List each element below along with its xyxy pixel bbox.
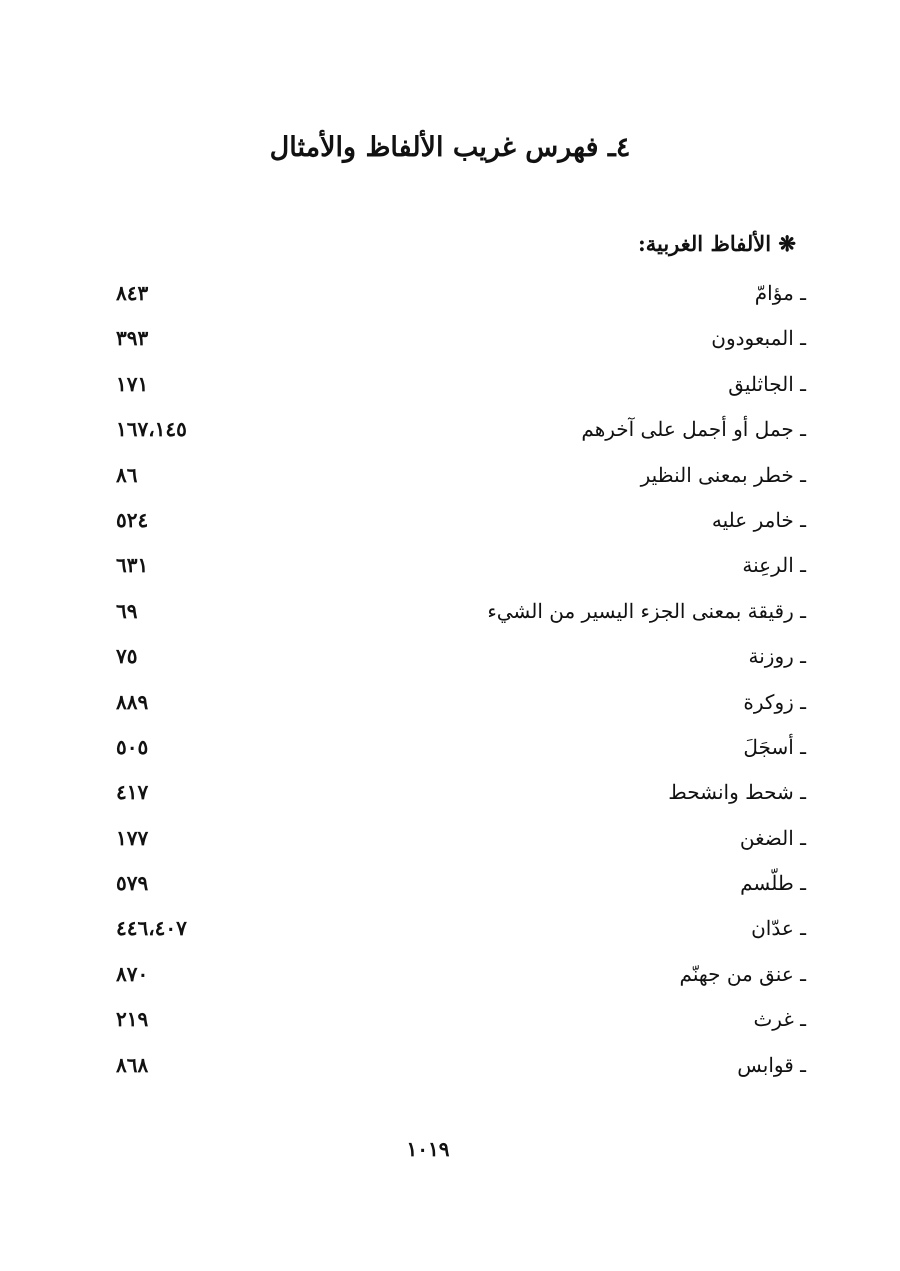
- index-entry: [116, 905, 806, 950]
- index-entry: [116, 315, 806, 360]
- index-entry-page-refs: ٥٠٥: [116, 734, 149, 759]
- index-entry-term: ـ غرث: [753, 1007, 806, 1032]
- index-entry: [116, 361, 806, 406]
- index-entry: [116, 588, 806, 633]
- index-entry-page-refs: ٣٩٣: [116, 326, 149, 351]
- index-entry-list: [116, 270, 806, 1087]
- index-entry: [116, 542, 806, 587]
- section-heading: ❋ الألفاظ الغربية:: [637, 231, 796, 256]
- index-entry-term: ـ شحط وانشحط: [668, 780, 806, 805]
- index-entry-term: ـ المبعودون: [711, 326, 806, 351]
- index-entry: [116, 497, 806, 542]
- index-entry-page-refs: ٨٧٠: [116, 961, 149, 986]
- index-entry-page-refs: ٤١٧: [116, 780, 149, 805]
- index-entry-page-refs: ٨٤٣: [116, 281, 149, 305]
- index-entry-page-refs: ٨٨٩: [116, 689, 149, 714]
- index-entry-page-refs: ٥٢٤: [116, 507, 149, 532]
- index-entry-term: ـ زوكرة: [743, 689, 806, 714]
- index-entry-term: ـ مؤامّ: [754, 281, 806, 305]
- page-title: ٤ـ فهرس غريب الألفاظ والأمثال: [269, 132, 631, 163]
- index-entry: [116, 951, 806, 996]
- index-entry-page-refs: ٨٦٨: [116, 1052, 149, 1077]
- index-entry: [116, 996, 806, 1041]
- index-entry-term: ـ عدّان: [751, 916, 806, 941]
- index-entry-page-refs: ١٧٧: [116, 825, 149, 850]
- index-entry-term: ـ قوابس: [737, 1052, 806, 1077]
- index-entry-page-refs: ٨٦: [116, 462, 138, 487]
- index-entry-page-refs: ٤٤٦،٤٠٧: [116, 916, 187, 941]
- index-entry-page-refs: ١٦٧،١٤٥: [116, 417, 187, 442]
- index-entry-page-refs: ٥٧٩: [116, 871, 149, 896]
- page-number: ١٠١٩: [406, 1137, 450, 1161]
- index-entry-page-refs: ٧٥: [116, 644, 138, 669]
- index-entry-page-refs: ٢١٩: [116, 1007, 149, 1032]
- index-entry: [116, 860, 806, 905]
- index-entry: [116, 1042, 806, 1087]
- index-entry: [116, 769, 806, 814]
- index-entry-page-refs: ٦٣١: [116, 553, 149, 578]
- index-entry: [116, 270, 806, 315]
- index-entry-page-refs: ١٧١: [116, 371, 149, 396]
- index-entry: [116, 406, 806, 451]
- index-entry-term: ـ الجاثليق: [728, 371, 806, 396]
- index-entry-term: ـ طلّسم: [740, 871, 806, 896]
- index-entry: [116, 815, 806, 860]
- index-entry: [116, 724, 806, 769]
- index-entry-term: ـ عنق من جهنّم: [679, 961, 806, 986]
- index-entry: [116, 633, 806, 678]
- index-entry: [116, 679, 806, 724]
- index-entry-term: ـ رقيقة بمعنى الجزء اليسير من الشيء: [487, 598, 806, 623]
- index-entry-term: ـ روزنة: [748, 644, 806, 669]
- index-entry: [116, 452, 806, 497]
- index-entry-term: ـ جمل أو أجمل على آخرهم: [581, 417, 806, 442]
- index-entry-term: ـ الرعِنة: [742, 553, 806, 578]
- index-entry-term: ـ الضغن: [739, 825, 806, 850]
- index-entry-term: ـ خامر عليه: [711, 507, 806, 532]
- index-entry-term: ـ أسجَلَ: [743, 734, 806, 759]
- index-entry-term: ـ خطر بمعنى النظير: [640, 462, 806, 487]
- index-entry-page-refs: ٦٩: [116, 598, 138, 623]
